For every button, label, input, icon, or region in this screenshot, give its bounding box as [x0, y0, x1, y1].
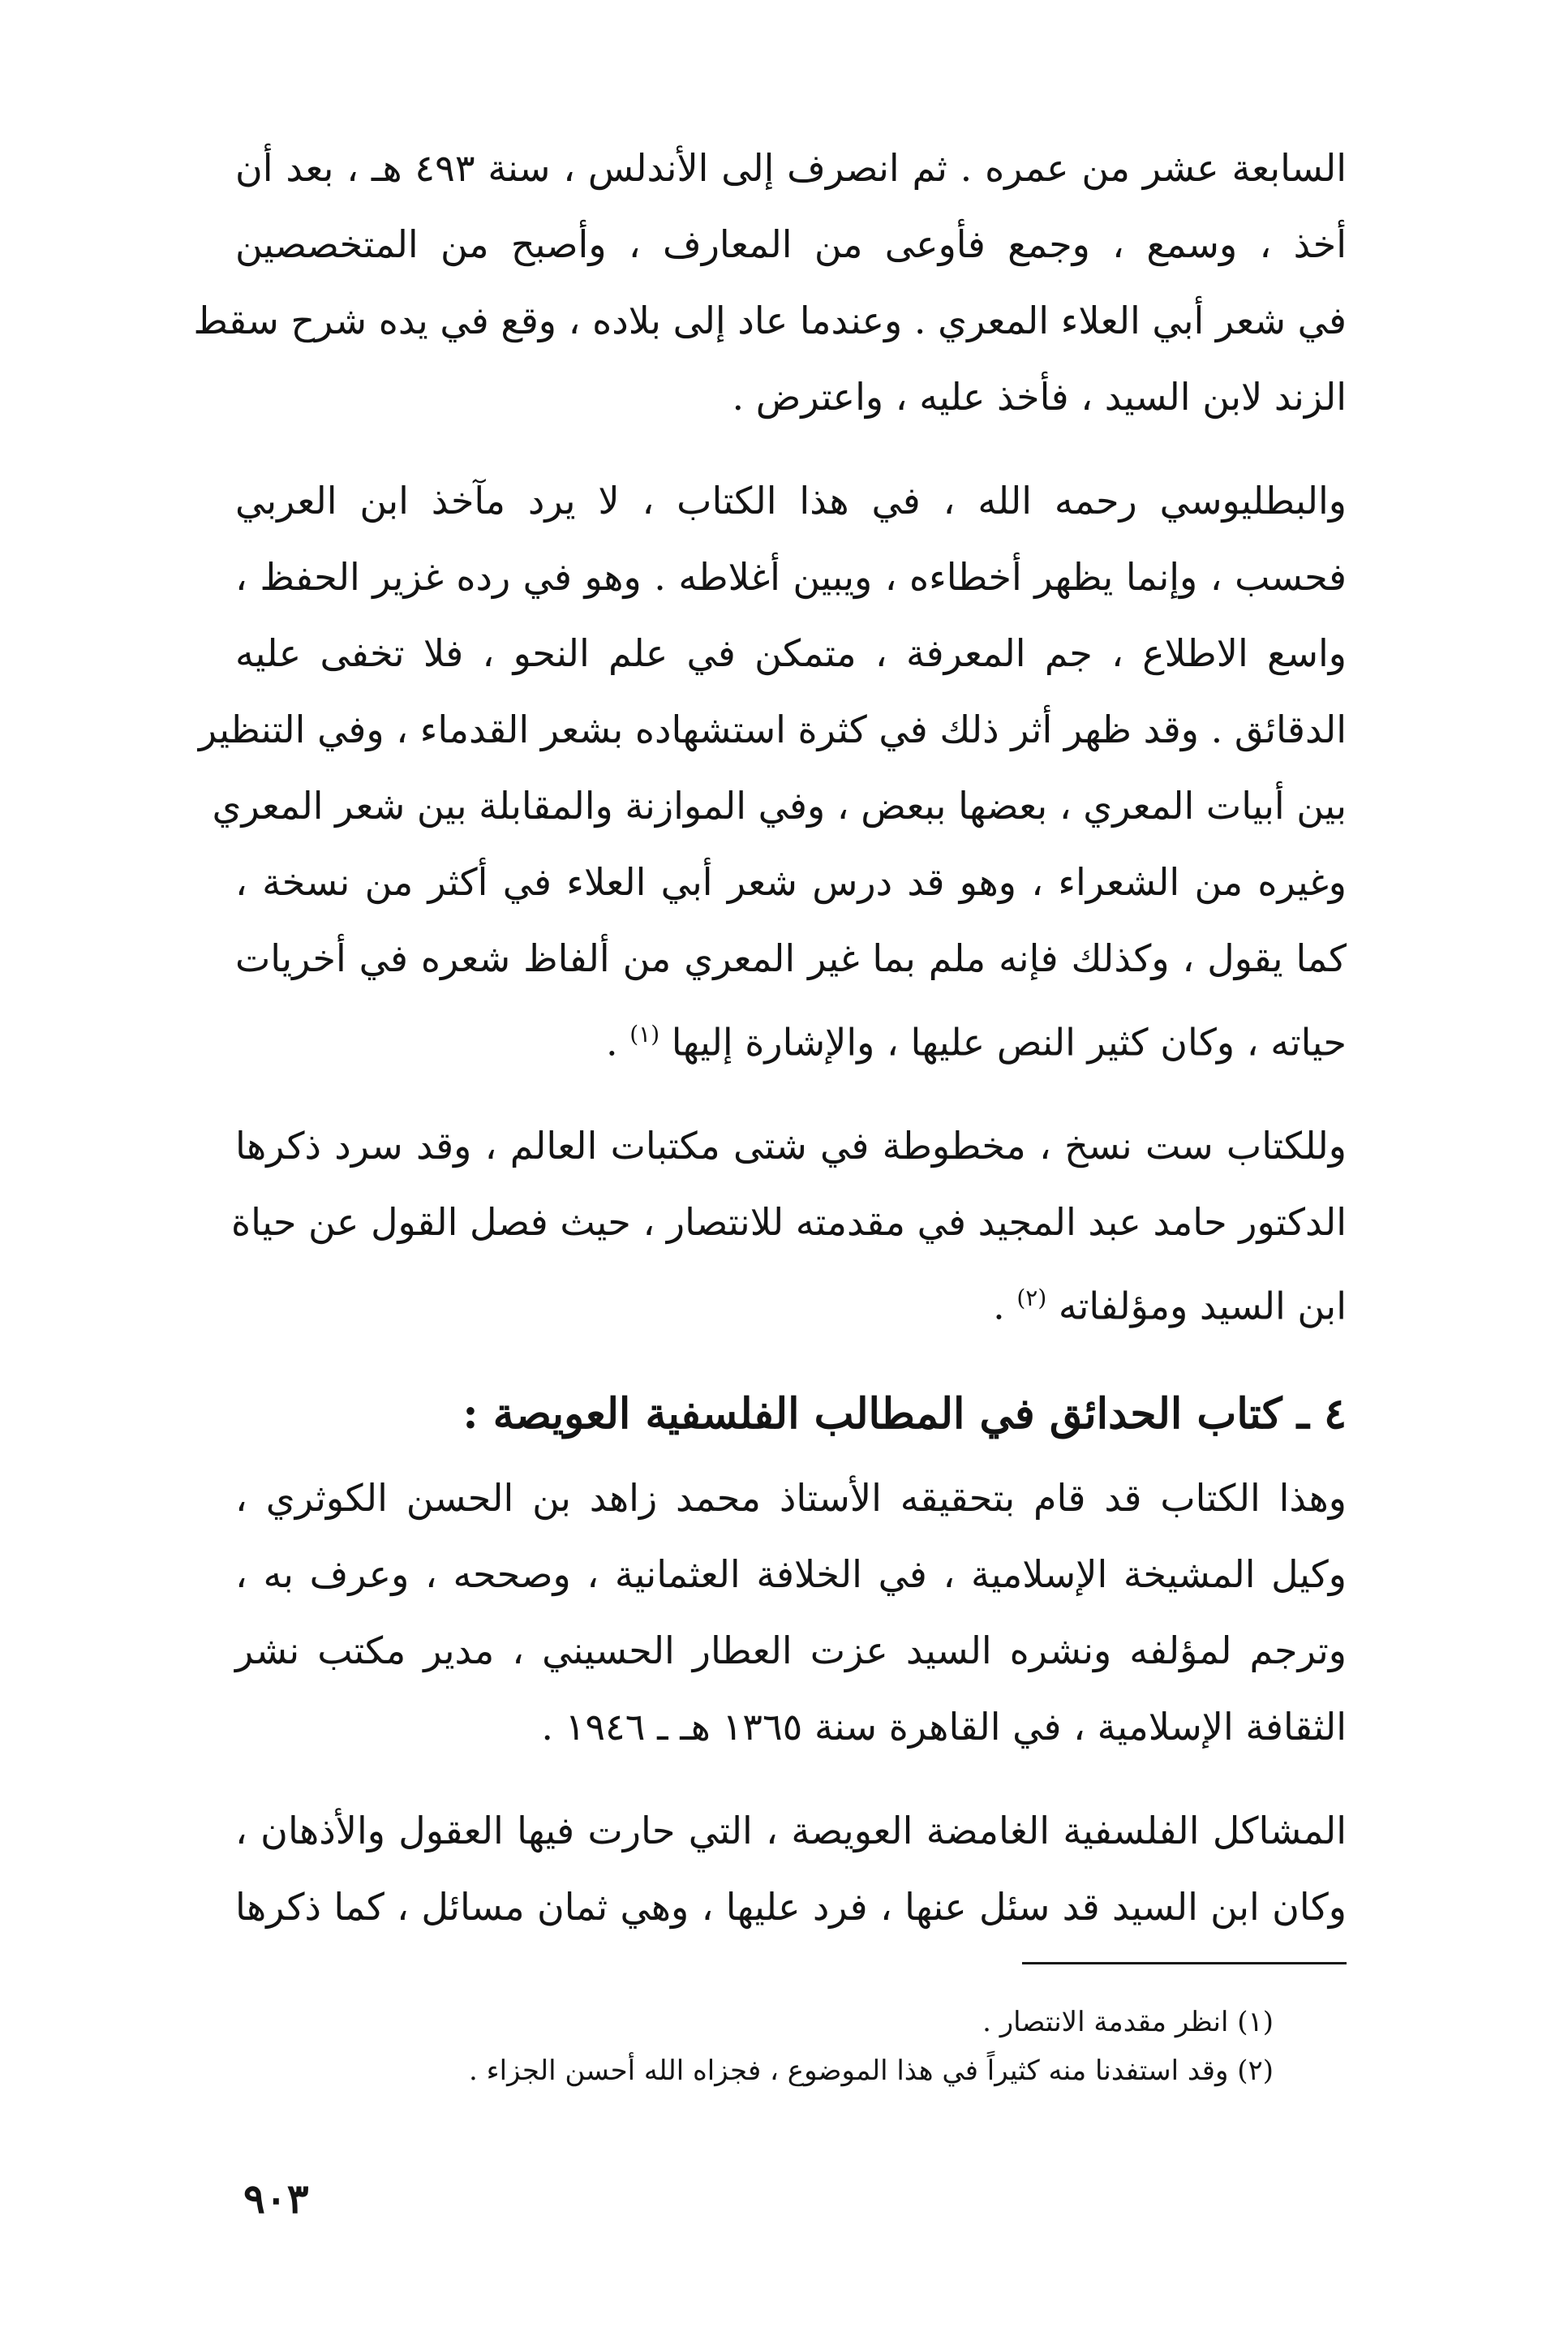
text-line: الدقائق . وقد ظهر أثر ذلك في كثرة استشهاده بشعر القدماء ، وفي التنظير: [198, 708, 1347, 751]
text-line: وكان ابن السيد قد سئل عنها ، فرد عليها ، وهي ثمان مسائل ، كما ذكرها: [235, 1884, 1347, 1929]
text-line: أخذ ، وسمع ، وجمع فأوعى من المعارف ، وأصبح من المتخصصين: [235, 222, 1347, 266]
text-line: السابعة عشر من عمره . ثم انصرف إلى الأندلس ، سنة ٤٩٣ هـ ، بعد أن: [235, 146, 1347, 190]
paragraph-3: [230, 1108, 1347, 1344]
text-line: الثقافة الإسلامية ، في القاهرة سنة ١٣٦٥ هـ ـ ١٩٤٦ .: [541, 1704, 1347, 1749]
page-number: ٩٠٣: [243, 2175, 309, 2222]
footnote-ref-2: (٢): [1016, 1284, 1047, 1312]
paragraph-5: [235, 1792, 1347, 1945]
text-line: في شعر أبي العلاء المعري . وعندما عاد إلى بلاده ، وقع في يده شرح سقط: [193, 299, 1347, 342]
text-line: ابن السيد ومؤلفاته: [1058, 1284, 1347, 1328]
text-line: وهذا الكتاب قد قام بتحقيقه الأستاذ محمد زاهد بن الحسن الكوثري ،: [235, 1475, 1347, 1520]
footnote-ref-1: (١): [629, 1021, 660, 1048]
section-heading: ٤ ـ كتاب الحدائق في المطالب الفلسفية العويصة :: [462, 1388, 1347, 1439]
text-line: كما يقول ، وكذلك فإنه ملم بما غير المعري من ألفاظ شعره في أخريات: [235, 936, 1347, 980]
text-line: فحسب ، وإنما يظهر أخطاءه ، ويبين أغلاطه . وهو في رده غزير الحفظ ،: [235, 555, 1347, 599]
text-line-last: ابن السيد ومؤلفاته $^{(٢)}$ .: [993, 1284, 1347, 1328]
text-line-last: حياته ، وكان كثير النص عليها ، والإشارة إليها $^{(١)}$ .: [605, 1020, 1347, 1065]
text-line: وللكتاب ست نسخ ، مخطوطة في شتى مكتبات العالم ، وقد سرد ذكرها: [235, 1124, 1347, 1168]
text-line: الدكتور حامد عبد المجيد في مقدمته للانتصار ، حيث فصل القول عن حياة: [230, 1200, 1347, 1245]
text-line: واسع الاطلاع ، جم المعرفة ، متمكن في علم النحو ، فلا تخفى عليه: [235, 631, 1347, 675]
paragraph-4: [235, 1460, 1347, 1765]
text-line: الزند لابن السيد ، فأخذ عليه ، واعترض .: [732, 375, 1347, 419]
text-line: وغيره من الشعراء ، وهو قد درس شعر أبي العلاء في أكثر من نسخة ،: [235, 860, 1347, 904]
footnote-2: (٢) وقد استفدنا منه كثيراً في هذا الموضوع ، فجزاه الله أحسن الجزاء .: [469, 2055, 1274, 2087]
text-line: بين أبيات المعري ، بعضها ببعض ، وفي الموازنة والمقابلة بين شعر المعري: [212, 784, 1347, 828]
footnote-divider: [1022, 1962, 1347, 1964]
page-body: [193, 130, 1347, 1945]
paragraph-1: [193, 130, 1347, 435]
footnotes: [397, 1998, 1274, 2095]
text-line: وترجم لمؤلفه ونشره السيد عزت العطار الحسيني ، مدير مكتب نشر: [235, 1628, 1347, 1672]
footnote-1: (١) انظر مقدمة الانتصار .: [982, 2006, 1274, 2038]
text-line: المشاكل الفلسفية الغامضة العويصة ، التي حارت فيها العقول والأذهان ،: [235, 1808, 1347, 1852]
text-line: حياته ، وكان كثير النص عليها ، والإشارة إليها: [671, 1020, 1347, 1065]
paragraph-2: [198, 463, 1347, 1080]
text-line: والبطليوسي رحمه الله ، في هذا الكتاب ، لا يرد مآخذ ابن العربي: [235, 479, 1347, 523]
text-line: وكيل المشيخة الإسلامية ، في الخلافة العثمانية ، وصححه ، وعرف به ،: [235, 1551, 1347, 1596]
